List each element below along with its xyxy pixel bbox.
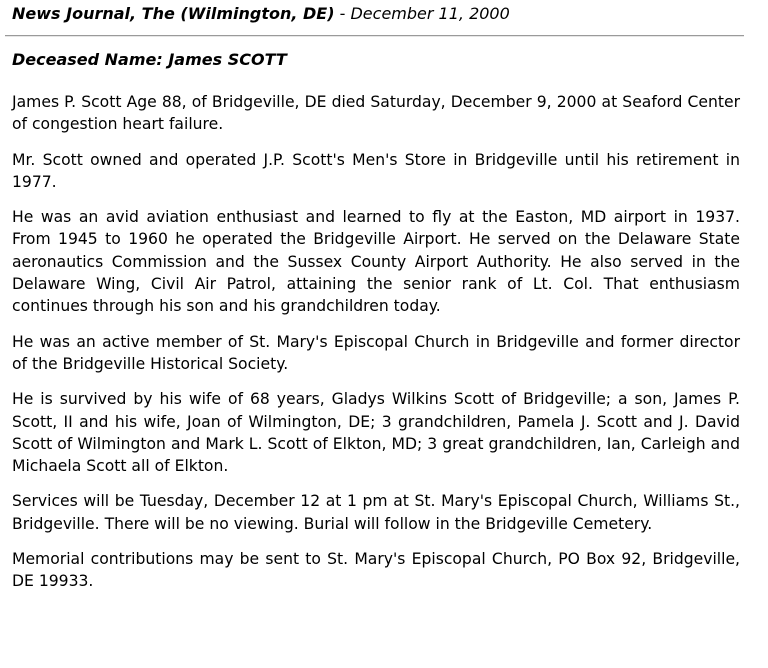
- obituary-paragraph: He was an avid aviation enthusiast and learned to fly at the Easton, MD airport in 1937. From 1945 to 1960 he operated the Bridgeville Airport. He served on the Delaware State aeronautics Commission and the Sussex County Airport Authority. He also served in the Delaware Wing, Civil Air Patrol, attaining the senior rank of Lt. Col. That enthusiasm continues through his son and his grandchildren today.: [12, 208, 740, 316]
- obituary-paragraph: James P. Scott Age 88, of Bridgeville, DE died Saturday, December 9, 2000 at Seaford Center of congestion heart failure.: [12, 93, 740, 134]
- header-separator: -: [334, 4, 351, 23]
- header-divider: [5, 35, 744, 37]
- obituary-body: [12, 91, 740, 606]
- obituary-paragraph: He was an active member of St. Mary's Episcopal Church in Bridgeville and former director of the Bridgeville Historical Society.: [12, 332, 740, 373]
- source-header: [12, 3, 752, 25]
- publication-name: News Journal, The (Wilmington, DE): [12, 4, 335, 23]
- obituary-paragraph: Memorial contributions may be sent to St. Mary's Episcopal Church, PO Box 92, Bridgeville, DE 19933.: [12, 550, 740, 591]
- obituary-paragraph: He is survived by his wife of 68 years, Gladys Wilkins Scott of Bridgeville; a son, James P. Scott, II and his wife, Joan of Wilmington, DE; 3 grandchildren, Pamela J. Scott and J. David Scott of Wilmington and Mark L. Scott of Elkton, MD; 3 great grandchildren, Ian, Carleigh and Michaela Scott all of Elkton.: [12, 390, 740, 476]
- obituary-paragraph: Services will be Tuesday, December 12 at 1 pm at St. Mary's Episcopal Church, Williams St., Bridgeville. There will be no viewing. Burial will follow in the Bridgeville Cemetery.: [12, 492, 740, 533]
- deceased-name: Deceased Name: James SCOTT: [12, 50, 287, 69]
- publication-date: December 11, 2000: [350, 4, 510, 23]
- obituary-paragraph: Mr. Scott owned and operated J.P. Scott's Men's Store in Bridgeville until his retirement in 1977.: [12, 150, 740, 191]
